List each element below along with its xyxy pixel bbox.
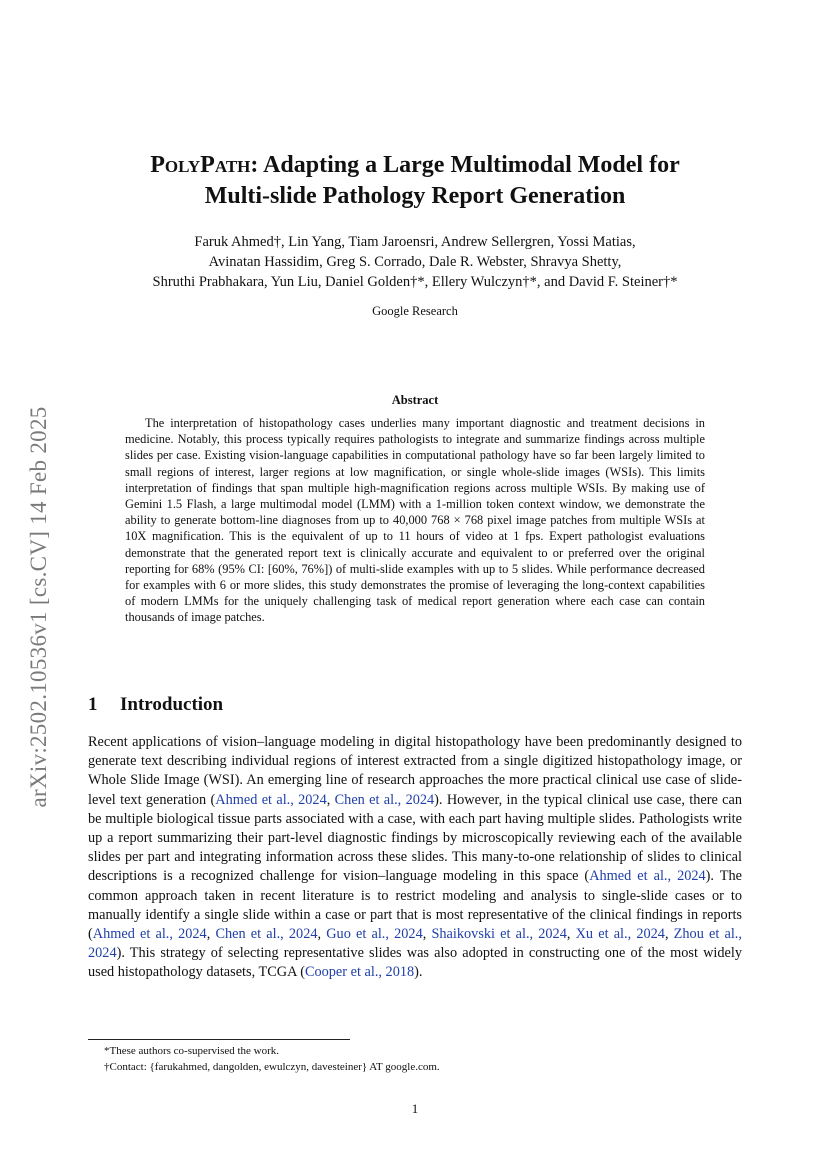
citation-link[interactable]: Ahmed et al., 2024: [92, 926, 207, 943]
section-title: Introduction: [120, 694, 224, 715]
footnotes: [88, 1043, 742, 1075]
intro-text: ,: [422, 926, 432, 943]
affiliation: Google Research: [372, 304, 458, 318]
intro-text: ,: [566, 926, 576, 943]
author-list: [88, 232, 742, 292]
intro-text: ). The common approach taken in recent literature is to restrict modeling and analysis to single-slide cases or to manually identify a single slide within a case or part that is most representative of the clinical findings in reports (: [88, 868, 742, 943]
authors-line-1: Faruk Ahmed†, Lin Yang, Tiam Jaroensri, Andrew Sellergren, Yossi Matias,: [194, 234, 636, 250]
title-line2: Multi-slide Pathology Report Generation: [204, 183, 626, 209]
intro-text: ). This strategy of selecting representative slides was also adopted in constructing one of the most widely used histopathology datasets, TCGA (: [88, 945, 742, 981]
footnote-co-supervised: *These authors co-supervised the work.: [104, 1045, 280, 1057]
citation-link[interactable]: Cooper et al., 2018: [304, 964, 415, 981]
intro-paragraph: [88, 733, 742, 983]
citation-link[interactable]: Chen et al., 2024: [334, 791, 435, 808]
authors-line-2: Avinatan Hassidim, Greg S. Corrado, Dale R. Webster, Shravya Shetty,: [208, 254, 622, 270]
intro-text: ,: [326, 791, 335, 808]
arxiv-identifier: arXiv:2502.10536v1 [cs.CV] 14 Feb 2025: [26, 406, 51, 808]
abstract-text: The interpretation of histopathology cases underlies many important diagnostic and treatment decisions in medicine. Notably, this process typically requires pathologists to integrate and summarize findings across multiple slides per case. Existing vision-language capabilities in computational pathology have so far been largely limited to small regions of interest, larger regions at low magnification, or single whole-slide images (WSIs). This limits interpretation of findings that span multiple high-magnification regions across multiple WSIs. By making use of Gemini 1.5 Flash, a large multimodal model (LMM) with a 1-million token context window, we demonstrate the ability to generate bottom-line diagnoses from up to 40,000 768 × 768 pixel image patches from multiple WSIs at 10X magnification. This is the equivalent of up to 11 hours of video at 1 fps. Expert pathologist evaluations demonstrate that the generated report text is clinically accurate and equivalent to or preferred over the original reporting for 68% (95% CI: [60%, 76%]) of multi-slide examples with up to 5 slides. While performance decreased for examples with 6 or more slides, this study demonstrates the promise of leveraging the long-context capabilities of modern LMMs for the uniquely challenging task of medical report generation where each case can contain thousands of image patches.: [125, 416, 705, 625]
citation-link[interactable]: Shaikovski et al., 2024: [431, 926, 567, 943]
abstract-heading: Abstract: [391, 393, 439, 407]
citation-link[interactable]: Ahmed et al., 2024: [215, 791, 327, 808]
page-number: 1: [411, 1101, 419, 1116]
intro-text: Recent applications of vision–language modeling in digital histopathology have been predominantly designed to generate text describing individual regions of interest extracted from a single digitized histopathology image, or Whole Slide Image (WSI). An emerging line of research approaches the more practical clinical use case of slide-level text generation (: [88, 734, 742, 808]
citation-link[interactable]: Xu et al., 2024: [575, 926, 665, 943]
citation-link[interactable]: Zhou et al., 2024: [88, 926, 742, 962]
intro-text: ,: [664, 926, 674, 943]
footnote-contact: †Contact: {farukahmed, dangolden, ewulczyn, davesteiner} AT google.com.: [104, 1061, 440, 1073]
arxiv-sidebar: [24, 365, 54, 850]
citation-link[interactable]: Ahmed et al., 2024: [589, 868, 706, 885]
footnote-rule: [88, 1039, 350, 1040]
citation-link[interactable]: Guo et al., 2024: [326, 926, 423, 943]
title-line1-rest: : Adapting a Large Multimodal Model for: [250, 152, 680, 178]
intro-text: ,: [317, 926, 327, 943]
section-number: 1: [88, 694, 98, 715]
title-model-name: PolyPath: [150, 152, 251, 178]
citation-link[interactable]: Chen et al., 2024: [215, 926, 318, 943]
intro-text: ). However, in the typical clinical use case, there can be multiple biological tissue parts associated with a case, with each part having multiple slides. Pathologists write up a report summarizing their part-level diagnostic findings by microscopically reviewing each of the available slides per part and integrating information across these slides. This many-to-one relationship of slides to clinical descriptions is a recognized challenge for vision–language modeling in this space (: [88, 791, 743, 885]
intro-text: ).: [414, 964, 423, 981]
authors-line-3: Shruthi Prabhakara, Yun Liu, Daniel Golden†*, Ellery Wulczyn†*, and David F. Steiner†*: [152, 274, 678, 290]
section-heading-introduction: [88, 694, 223, 716]
intro-text: ,: [206, 926, 216, 943]
paper-title: [88, 150, 742, 212]
